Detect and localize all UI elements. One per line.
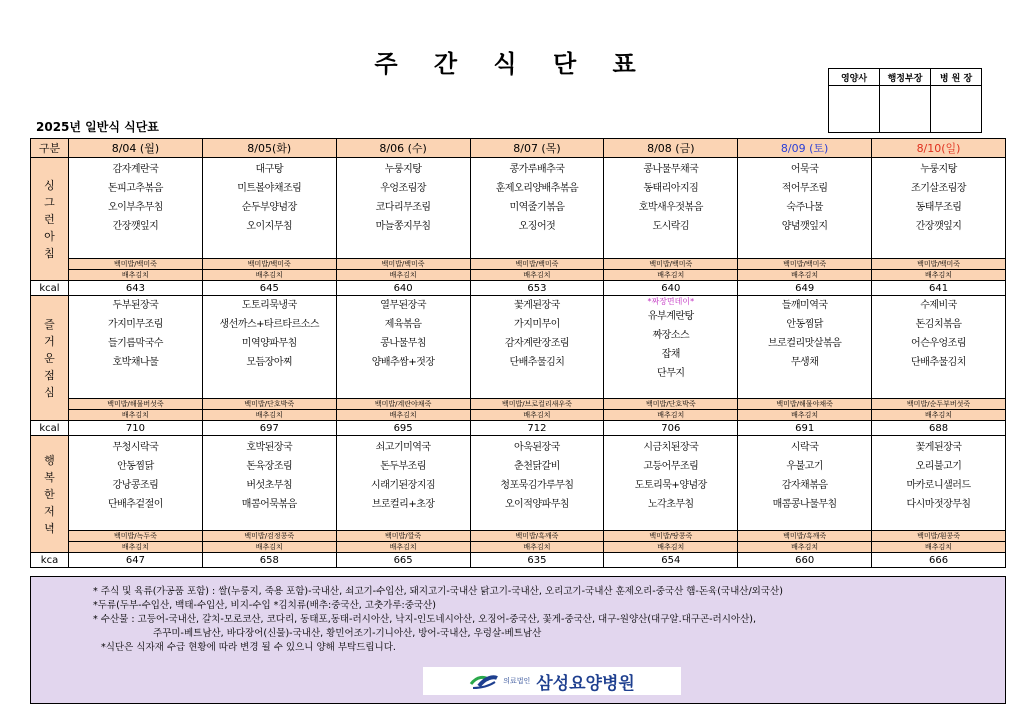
dish-item: 들깨미역국 (781, 300, 828, 311)
dish-item: 단배추겉절이 (107, 499, 163, 510)
dish-item: 도토리묵+양념장 (634, 480, 707, 491)
kcal-value: 660 (738, 553, 872, 568)
kimchi-side: 배추김치 (202, 410, 336, 421)
dish-item: 감자계란장조림 (504, 338, 570, 349)
rice-porridge: 백미밥/백미죽 (738, 259, 872, 270)
rice-porridge: 백미밥/단호박죽 (604, 399, 738, 410)
dish-item: 노각초무침 (647, 499, 694, 510)
kcal-value: 691 (738, 421, 872, 436)
dish-item: 감자채볶음 (781, 480, 828, 491)
kimchi-side: 배추김치 (604, 410, 738, 421)
kcal-label: kcal (31, 421, 69, 436)
dish-item: 생선까스+타르타르소스 (219, 319, 319, 330)
dish-item: 모듬장아찌 (246, 357, 293, 368)
kimchi-side: 배추김치 (604, 542, 738, 553)
kcal-value: 649 (738, 281, 872, 296)
dish-item: 춘천닭갈비 (514, 461, 560, 472)
menu-subtitle: 2025년 일반식 식단표 (36, 120, 159, 134)
approval-director: 병 원 장 (931, 69, 982, 86)
dish-item: 호박채나물 (112, 357, 159, 368)
rice-porridge: 백미밥/백미죽 (604, 259, 738, 270)
day-menu-cell (69, 296, 203, 399)
dish-item: 브로컬리맛살볶음 (768, 338, 842, 349)
note-line: *식단은 식자재 수급 현황에 따라 변경 될 수 있으니 양해 부탁드립니다. (101, 642, 396, 653)
day-menu-cell (738, 296, 872, 399)
dish-item: 어묵국 (790, 164, 819, 175)
dish-item: 콩나물무침 (380, 338, 427, 349)
kcal-value: 641 (872, 281, 1006, 296)
rice-porridge: 백미밥/검정콩죽 (202, 531, 336, 542)
dish-item: 시락국 (790, 442, 819, 453)
dish-item: 강낭콩조림 (112, 480, 159, 491)
kimchi-side: 배추김치 (69, 542, 203, 553)
day-menu-cell (738, 158, 872, 259)
kimchi-side: 배추김치 (202, 542, 336, 553)
special-event: *짜장면데이* (647, 297, 695, 306)
dish-item: 무생채 (790, 357, 819, 368)
dish-item: 돈피고추볶음 (107, 183, 163, 194)
weekly-menu-table (30, 138, 1006, 568)
dish-item: 호박새우젓볶음 (638, 202, 703, 213)
rice-porridge: 백미밥/흰콩죽 (872, 531, 1006, 542)
kcal-row (31, 421, 1006, 436)
dish-item: 적어무조림 (781, 183, 828, 194)
kcal-label: kca (31, 553, 69, 568)
day-menu-cell (69, 158, 203, 259)
dish-item: 조기살조림장 (911, 183, 967, 194)
kimchi-row (31, 542, 1006, 553)
dish-item: 제육볶음 (384, 319, 422, 330)
kcal-value: 665 (336, 553, 470, 568)
kcal-value: 710 (69, 421, 203, 436)
dish-item: 훈제오리양배추볶음 (495, 183, 579, 194)
rice-porridge: 백미밥/땅콩죽 (604, 531, 738, 542)
kimchi-side: 배추김치 (872, 270, 1006, 281)
meal-label-char: 침 (44, 246, 55, 260)
dish-item: 누룽지탕 (920, 164, 957, 175)
day-menu-cell (604, 158, 738, 259)
day-menu-cell (470, 296, 604, 399)
dish-item: 꽃게된장국 (514, 300, 560, 311)
meal-row (31, 296, 1006, 399)
meal-row (31, 436, 1006, 531)
dish-item: 다시마젓장무침 (906, 499, 971, 510)
kcal-value: 658 (202, 553, 336, 568)
kcal-value: 640 (336, 281, 470, 296)
dish-item: 마카로니샐러드 (906, 480, 971, 491)
kcal-value: 643 (69, 281, 203, 296)
dish-item: 양념깻잎지 (781, 221, 828, 232)
day-menu-cell (470, 158, 604, 259)
kimchi-side: 배추김치 (336, 410, 470, 421)
dish-item: 간장깻잎지 (915, 221, 962, 232)
dish-item: 돈육장조림 (246, 461, 293, 472)
dish-item: 미트볼야채조림 (237, 183, 302, 194)
dish-item: 오이부추무침 (107, 202, 163, 213)
kcal-value: 654 (604, 553, 738, 568)
kcal-row (31, 281, 1006, 296)
meal-label (31, 158, 69, 281)
logo-subtext: 의료법인 (503, 677, 531, 685)
kimchi-side: 배추김치 (470, 542, 604, 553)
day-menu-cell (336, 436, 470, 531)
dish-item: 시금치된장국 (643, 442, 699, 453)
approval-box (931, 86, 982, 133)
dish-item: 돈두부조림 (380, 461, 427, 472)
hospital-logo (423, 667, 681, 695)
day-menu-cell (872, 296, 1006, 399)
day-menu-cell (872, 436, 1006, 531)
dish-item: 무청시락국 (112, 442, 159, 453)
dish-item: 청포묵김가루무침 (500, 480, 574, 491)
header-label: 구분 (31, 139, 69, 158)
day-menu-cell (604, 296, 738, 399)
rice-porridge: 백미밥/백미죽 (69, 259, 203, 270)
meal-row (31, 158, 1006, 259)
dish-item: 대구탕 (255, 164, 283, 175)
note-line: *두류(두부-수입산, 백태-수입산, 비지-수입 *김치류(배추:중국산, 고춧가루:중국산) (93, 600, 436, 611)
dish-item: 어슨우엉조림 (911, 338, 967, 349)
kcal-value: 666 (872, 553, 1006, 568)
day-menu-cell (470, 436, 604, 531)
hospital-logo-icon (469, 672, 499, 690)
dish-item: 오리불고기 (915, 461, 962, 472)
day-menu-cell (202, 158, 336, 259)
dish-item: 동태리아지짐 (643, 183, 699, 194)
kimchi-side: 배추김치 (470, 270, 604, 281)
kcal-value: 640 (604, 281, 738, 296)
rice-porridge: 백미밥/백미죽 (470, 259, 604, 270)
kcal-value: 688 (872, 421, 1006, 436)
rice-porridge: 백미밥/백미죽 (202, 259, 336, 270)
rice-porridge: 백미밥/흑깨죽 (470, 531, 604, 542)
kcal-value: 706 (604, 421, 738, 436)
rice-porridge: 백미밥/단호박죽 (202, 399, 336, 410)
meal-label-char: 즐 (44, 317, 55, 331)
day-menu-cell (738, 436, 872, 531)
kimchi-row (31, 410, 1006, 421)
dish-item: 꽃게된장국 (915, 442, 962, 453)
approval-nutritionist: 영양사 (829, 69, 880, 86)
day-header: 8/10(일) (872, 139, 1006, 158)
header-row (31, 139, 1006, 158)
kimchi-side: 배추김치 (738, 410, 872, 421)
rice-porridge: 백미밥/깔죽 (336, 531, 470, 542)
meal-label-char: 운 (44, 351, 55, 365)
dish-item: 도시락김 (652, 221, 690, 232)
dish-item: 고등어무조림 (643, 461, 699, 472)
rice-porridge: 백미밥/해물야채죽 (738, 399, 872, 410)
dish-item: 단무지 (657, 368, 685, 379)
origin-notes (30, 576, 1006, 704)
dish-item: 간장깻잎지 (112, 221, 159, 232)
dish-item: 잡채 (661, 349, 680, 360)
dish-item: 미역줄기볶음 (509, 202, 565, 213)
dish-item: 감자계란국 (112, 164, 159, 175)
dish-item: 돈김치볶음 (915, 319, 962, 330)
day-header: 8/04 (월) (69, 139, 203, 158)
kimchi-side: 배추김치 (336, 270, 470, 281)
kimchi-side: 배추김치 (738, 270, 872, 281)
dish-item: 두부된장국 (112, 300, 159, 311)
kcal-value: 695 (336, 421, 470, 436)
meal-label-char: 녁 (44, 521, 55, 535)
rice-row (31, 259, 1006, 270)
dish-item: 들기름막국수 (107, 338, 163, 349)
kcal-value: 653 (470, 281, 604, 296)
dish-item: 매콤콩나물무침 (772, 499, 837, 510)
rice-porridge: 백미밥/순두부버섯죽 (872, 399, 1006, 410)
meal-label-char: 그 (44, 195, 55, 209)
day-header: 8/08 (금) (604, 139, 738, 158)
meal-label-char: 아 (44, 229, 55, 243)
rice-porridge: 백미밥/백미죽 (872, 259, 1006, 270)
meal-label-char: 싱 (44, 178, 55, 192)
kimchi-side: 배추김치 (470, 410, 604, 421)
dish-item: 양배추쌈+젓장 (371, 357, 435, 368)
kimchi-side: 배추김치 (336, 542, 470, 553)
meal-label-char: 한 (44, 487, 55, 501)
dish-item: 미역양파무침 (241, 338, 297, 349)
note-line: * 수산물 : 고등어-국내산, 갈치-모로코산, 코다리, 동태포,동태-러시아산, 낙지-인도네시아산, 오징어-중국산, 꽃게-중국산, 대구-원양산(대구알.대구곤-러시아산), (93, 614, 756, 625)
dish-item: 버섯초무침 (246, 480, 293, 491)
day-menu-cell (336, 296, 470, 399)
dish-item: 쇠고기미역국 (375, 442, 431, 453)
meal-label (31, 436, 69, 553)
kcal-value: 697 (202, 421, 336, 436)
day-header: 8/07 (목) (470, 139, 604, 158)
dish-item: 짜장소스 (652, 330, 690, 341)
dish-item: 단배추물김치 (911, 357, 967, 368)
meal-label-char: 저 (44, 504, 55, 518)
dish-item: 마늘쫑지무침 (375, 221, 431, 232)
note-line: * 주식 및 육류(가공품 포함) : 쌀(누룽지, 죽용 포함)-국내산, 쇠고기-수입산, 돼지고기-국내산 닭고기-국내산, 오리고기-국내산 훈제오리-중국산 햄-돈육(국내산/외국산) (93, 586, 783, 597)
approval-box (829, 86, 880, 133)
day-menu-cell (202, 296, 336, 399)
meal-label-char: 런 (44, 212, 55, 226)
kcal-value: 647 (69, 553, 203, 568)
dish-item: 오징어젓 (518, 221, 556, 232)
dish-item: 수제비국 (920, 300, 957, 311)
dish-item: 우불고기 (786, 461, 823, 472)
dish-item: 오이적양파무침 (504, 499, 570, 510)
kcal-value: 645 (202, 281, 336, 296)
kcal-value: 635 (470, 553, 604, 568)
rice-porridge: 백미밥/흑깨죽 (738, 531, 872, 542)
kimchi-side: 배추김치 (872, 542, 1006, 553)
rice-row (31, 399, 1006, 410)
approval-box (880, 86, 931, 133)
meal-label-char: 행 (44, 453, 55, 467)
day-menu-cell (69, 436, 203, 531)
page-title: 주 간 식 단 표 (374, 50, 650, 78)
kimchi-side: 배추김치 (69, 410, 203, 421)
rice-porridge: 백미밥/계란야채죽 (336, 399, 470, 410)
kimchi-row (31, 270, 1006, 281)
meal-label-char: 복 (44, 470, 55, 484)
day-header: 8/09 (토) (738, 139, 872, 158)
rice-porridge: 백미밥/녹두죽 (69, 531, 203, 542)
meal-label-char: 심 (44, 385, 55, 399)
dish-item: 우엉조림장 (380, 183, 427, 194)
dish-item: 단배추물김치 (509, 357, 565, 368)
dish-item: 도토리묵냉국 (241, 300, 297, 311)
dish-item: 동태무조림 (915, 202, 962, 213)
dish-item: 호박된장국 (246, 442, 293, 453)
dish-item: 매콤어묵볶음 (241, 499, 297, 510)
dish-item: 아욱된장국 (514, 442, 560, 453)
approval-admin-manager: 행정부장 (880, 69, 931, 86)
kcal-row (31, 553, 1006, 568)
logo-text: 삼성요양병원 (536, 673, 635, 694)
kcal-value: 712 (470, 421, 604, 436)
meal-label-char: 거 (44, 334, 55, 348)
kimchi-side: 배추김치 (69, 270, 203, 281)
dish-item: 브로컬리+초장 (371, 499, 435, 510)
meal-label (31, 296, 69, 421)
kimchi-side: 배추김치 (872, 410, 1006, 421)
rice-row (31, 531, 1006, 542)
dish-item: 누룽지탕 (384, 164, 422, 175)
dish-item: 가지미무이 (514, 319, 560, 330)
dish-item: 시래기된장지짐 (371, 480, 436, 491)
approval-table (828, 68, 982, 133)
meal-label-char: 점 (44, 368, 55, 382)
dish-item: 열무된장국 (380, 300, 427, 311)
kimchi-side: 배추김치 (738, 542, 872, 553)
kcal-label: kcal (31, 281, 69, 296)
dish-item: 가지미무조림 (107, 319, 163, 330)
dish-item: 안동찜닭 (786, 319, 823, 330)
day-menu-cell (872, 158, 1006, 259)
kimchi-side: 배추김치 (202, 270, 336, 281)
note-line: 주꾸미-베트남산, 바다장어(신물)-국내산, 황민어조기-기니아산, 방어-국내산, 우렁살-베트남산 (153, 628, 542, 639)
rice-porridge: 백미밥/해물버섯죽 (69, 399, 203, 410)
dish-item: 유부계란탕 (647, 311, 694, 322)
dish-item: 콩나물무채국 (643, 164, 699, 175)
day-menu-cell (202, 436, 336, 531)
dish-item: 순두부양념장 (241, 202, 297, 213)
day-header: 8/05(화) (202, 139, 336, 158)
kimchi-side: 배추김치 (604, 270, 738, 281)
dish-item: 콩가루배추국 (509, 164, 565, 175)
rice-porridge: 백미밥/브로컬리새우죽 (470, 399, 604, 410)
day-header: 8/06 (수) (336, 139, 470, 158)
dish-item: 오이지무침 (246, 221, 293, 232)
day-menu-cell (336, 158, 470, 259)
rice-porridge: 백미밥/백미죽 (336, 259, 470, 270)
day-menu-cell (604, 436, 738, 531)
dish-item: 숙주나물 (786, 202, 823, 213)
dish-item: 안동찜닭 (117, 461, 154, 472)
dish-item: 코다리무조림 (375, 202, 431, 213)
